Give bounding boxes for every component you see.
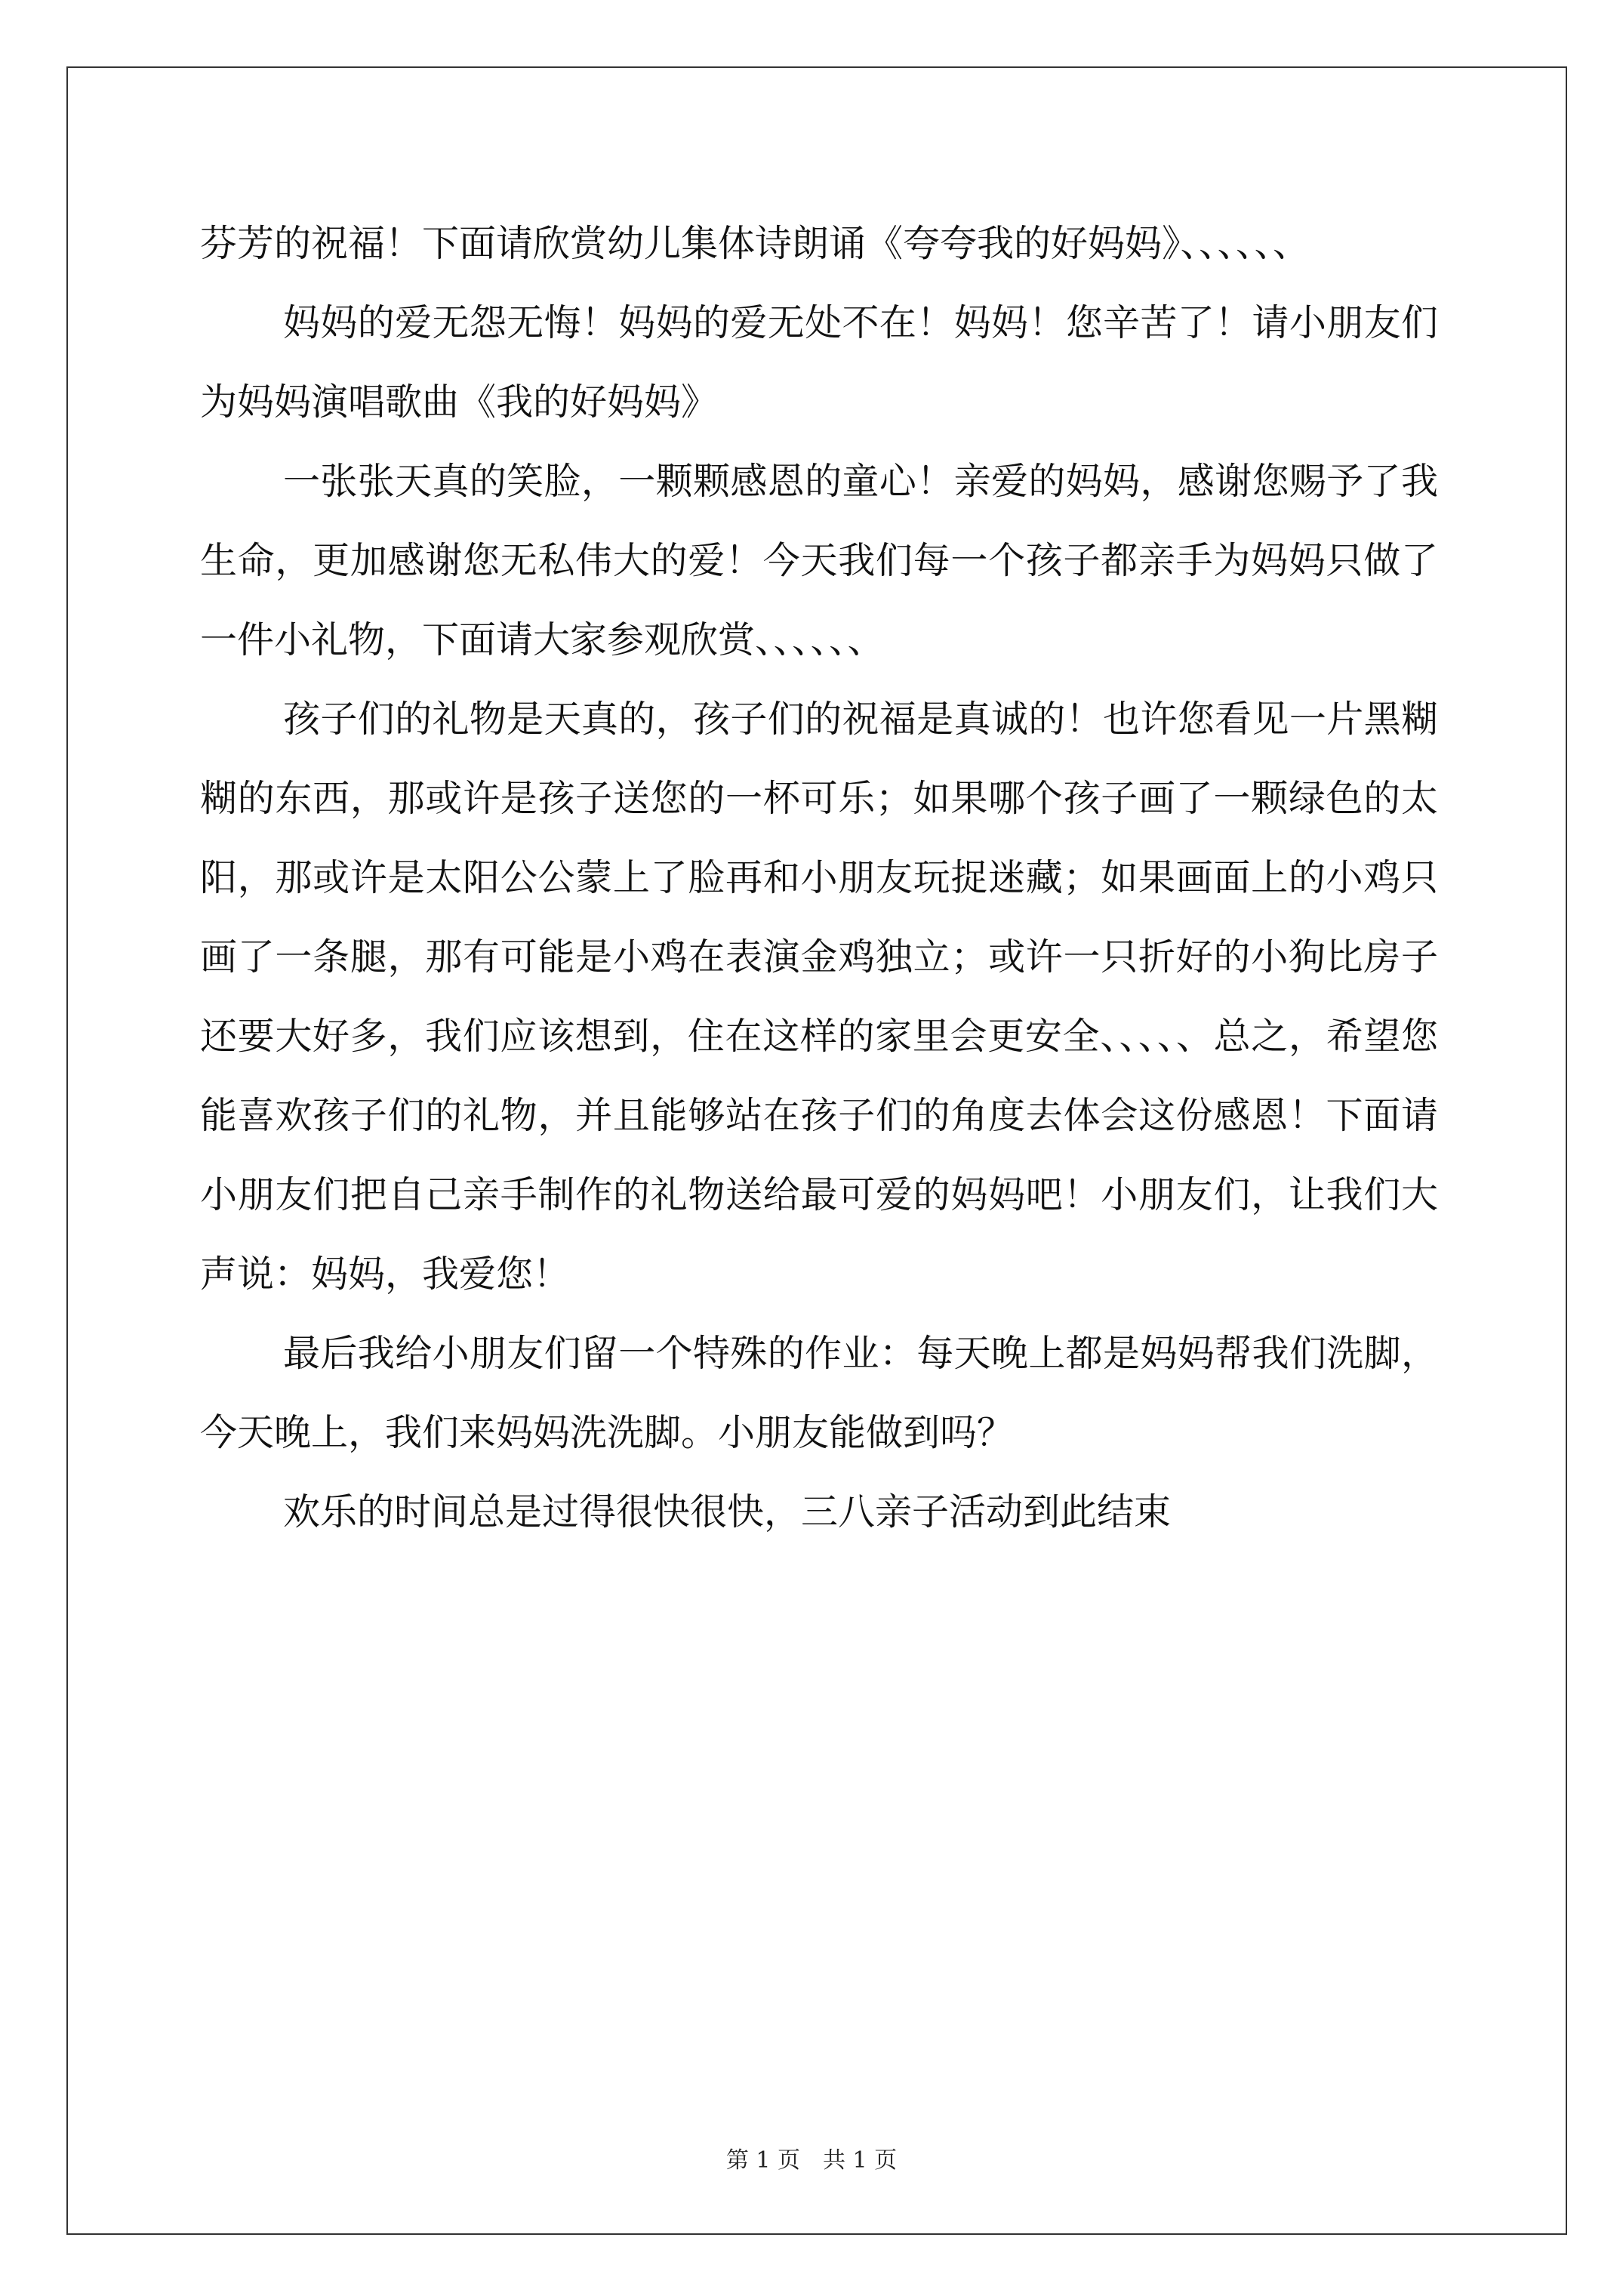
paragraph-4: 孩子们的礼物是天真的，孩子们的祝福是真诚的！也许您看见一片黑糊糊的东西，那或许是孩子送您的一杯可乐；如果哪个孩子画了一颗绿色的太阳，那或许是太阳公公蒙上了脸再和小朋友玩捉迷藏；如果画面上的小鸡只画了一条腿，那有可能是小鸡在表演金鸡独立；或许一只折好的小狗比房子还要大好多，我们应该想到，住在这样的家里会更安全、、、、、总之，希望您能喜欢孩子们的礼物，并且能够站在孩子们的角度去体会这份感恩！下面请小朋友们把自己亲手制作的礼物送给最可爱的妈妈吧！小朋友们，让我们大声说：妈妈，我爱您！: [200, 698, 1438, 1296]
page-number-footer: 第 1 页 共 1 页: [725, 2147, 898, 2174]
paragraph-1: 芬芳的祝福！下面请欣赏幼儿集体诗朗诵《夸夸我的好妈妈》、、、、、、: [200, 222, 1310, 265]
paragraph-6: 欢乐的时间总是过得很快很快，三八亲子活动到此结束: [283, 1490, 1172, 1533]
paragraph-2: 妈妈的爱无怨无悔！妈妈的爱无处不在！妈妈！您辛苦了！请小朋友们为妈妈演唱歌曲《我的好妈妈》: [200, 301, 1438, 424]
document-body: [200, 204, 1438, 1552]
paragraph-5: 最后我给小朋友们留一个特殊的作业：每天晚上都是妈妈帮我们洗脚，今天晚上，我们来妈妈洗洗脚。小朋友能做到吗？: [200, 1332, 1438, 1454]
paragraph-3: 一张张天真的笑脸，一颗颗感恩的童心！亲爱的妈妈，感谢您赐予了我生命，更加感谢您无私伟大的爱！今天我们每一个孩子都亲手为妈妈只做了一件小礼物，下面请大家参观欣赏、、、、、、: [200, 460, 1438, 661]
